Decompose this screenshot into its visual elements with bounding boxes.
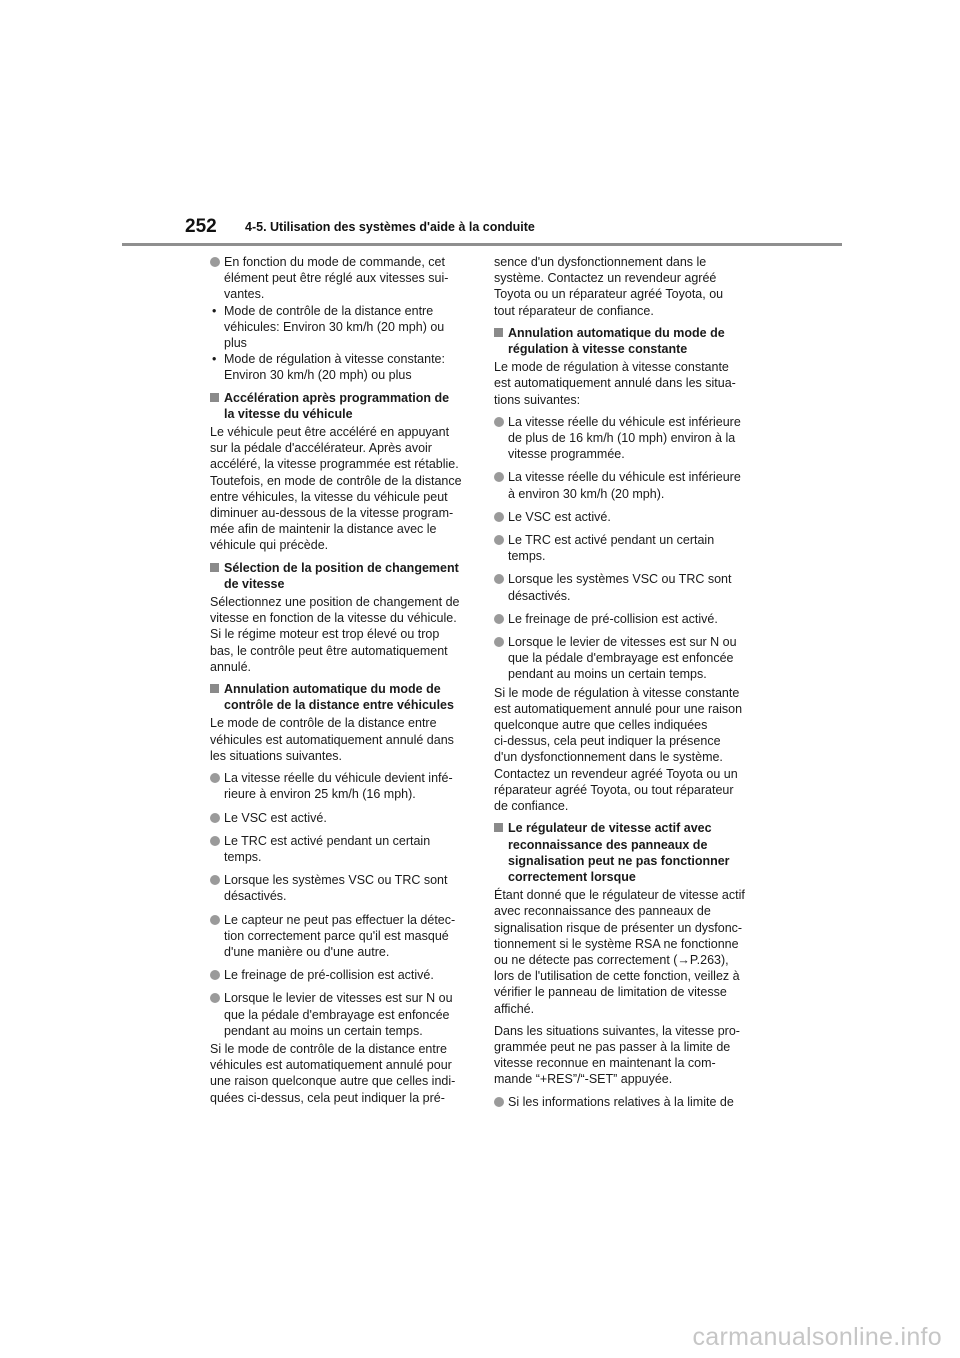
bullet-item: Le VSC est activé.: [494, 509, 752, 525]
section-heading: Le régulateur de vitesse actif avec reconnaissance des panneaux de signalisation peut ne pas fonctionner correctement lorsque: [494, 820, 752, 885]
section-title: 4-5. Utilisation des systèmes d'aide à la conduite: [245, 220, 535, 234]
bullet-item: Le TRC est activé pendant un certain temps.: [494, 532, 752, 564]
right-column: [494, 254, 752, 1110]
paragraph: Dans les situations suivantes, la vitesse pro- grammée peut ne pas passer à la limite de vitesse reconnue en maintenant la com- mande “+RES”/“-SET” appuyée.: [494, 1023, 740, 1087]
bullet-item: Le VSC est activé.: [210, 810, 468, 826]
bullet-item: Lorsque les systèmes VSC ou TRC sont désactivés.: [494, 571, 752, 603]
header-divider: [122, 243, 842, 246]
sub-bullet-item: • Mode de régulation à vitesse constante: Environ 30 km/h (20 mph) ou plus: [210, 351, 468, 383]
bullet-item: Si les informations relatives à la limite de: [494, 1094, 752, 1110]
bullet-item: Le capteur ne peut pas effectuer la détec- tion correctement parce qu'il est masqué d'une manière ou d'une autre.: [210, 912, 468, 961]
bullet-item: Lorsque le levier de vitesses est sur N ou que la pédale d'embrayage est enfoncée pendant au moins un certain temps.: [494, 634, 752, 683]
left-column: [210, 254, 468, 1106]
section-heading: Annulation automatique du mode de régulation à vitesse constante: [494, 325, 752, 357]
paragraph: Sélectionnez une position de changement de vitesse en fonction de la vitesse du véhicule. Si le régime moteur est trop élevé ou trop bas, le contrôle peut être automatiquement annulé.: [210, 595, 460, 674]
bullet-item: Lorsque le levier de vitesses est sur N ou que la pédale d'embrayage est enfoncée pendant au moins un certain temps.: [210, 990, 468, 1039]
page-number: 252: [185, 216, 217, 237]
bullet-item: Le TRC est activé pendant un certain temps.: [210, 833, 468, 865]
bullet-item: La vitesse réelle du véhicule devient infé- rieure à environ 25 km/h (16 mph).: [210, 770, 468, 802]
paragraph: Étant donné que le régulateur de vitesse actif avec reconnaissance des panneaux de signalisation risque de présenter un dysfonc- tionnement si le système RSA ne fonctionne ou ne détecte pas correctement (→P.263), lors de l'utilisation de cette fonction, veillez à vérifier le panneau de limitation de vitesse affiché.: [494, 888, 745, 1016]
bullet-item: En fonction du mode de commande, cet élément peut être réglé aux vitesses sui- vantes.: [210, 254, 468, 303]
watermark-text: carmanualsonline.info: [692, 1323, 942, 1351]
bullet-item: La vitesse réelle du véhicule est inférieure de plus de 16 km/h (10 mph) environ à la vitesse programmée.: [494, 414, 752, 463]
bullet-item: Le freinage de pré-collision est activé.: [210, 967, 468, 983]
paragraph: Le mode de contrôle de la distance entre véhicules est automatiquement annulé dans les situations suivantes.: [210, 716, 454, 763]
paragraph: Si le mode de régulation à vitesse constante est automatiquement annulé pour une raison quelconque autre que celles indiquées ci-dessus, cela peut indiquer la présence d'un dysfonctionnement dans le système. Contactez un revendeur agréé Toyota ou un réparateur agréé Toyota, ou tout réparateur de confiance.: [494, 685, 743, 814]
section-heading: Annulation automatique du mode de contrôle de la distance entre véhicules: [210, 681, 468, 713]
paragraph: sence d'un dysfonctionnement dans le système. Contactez un revendeur agréé Toyota ou un réparateur agréé Toyota, ou tout réparateur de confiance.: [494, 255, 724, 318]
paragraph: Si le mode de contrôle de la distance entre véhicules est automatiquement annulé pour une raison quelconque autre que celles indi- quées ci-dessus, cela peut indiquer la pré-: [210, 1041, 456, 1105]
bullet-item: Lorsque les systèmes VSC ou TRC sont désactivés.: [210, 872, 468, 904]
sub-bullet-item: • Mode de contrôle de la distance entre véhicules: Environ 30 km/h (20 mph) ou plus: [210, 303, 468, 352]
paragraph: Le mode de régulation à vitesse constante est automatiquement annulé dans les situa- tions suivantes:: [494, 360, 736, 407]
section-heading: Sélection de la position de changement de vitesse: [210, 560, 468, 592]
bullet-item: Le freinage de pré-collision est activé.: [494, 611, 752, 627]
bullet-item: La vitesse réelle du véhicule est inférieure à environ 30 km/h (20 mph).: [494, 469, 752, 501]
section-heading: Accélération après programmation de la vitesse du véhicule: [210, 390, 468, 422]
paragraph: Le véhicule peut être accéléré en appuyant sur la pédale d'accélérateur. Après avoir accéléré, la vitesse programmée est rétablie. Toutefois, en mode de contrôle de la distance entre véhicules, la vitesse du véhicule peut diminuer au-dessous de la vitesse program- mée afin de maintenir la distance avec le véhicule qui précède.: [210, 425, 462, 553]
